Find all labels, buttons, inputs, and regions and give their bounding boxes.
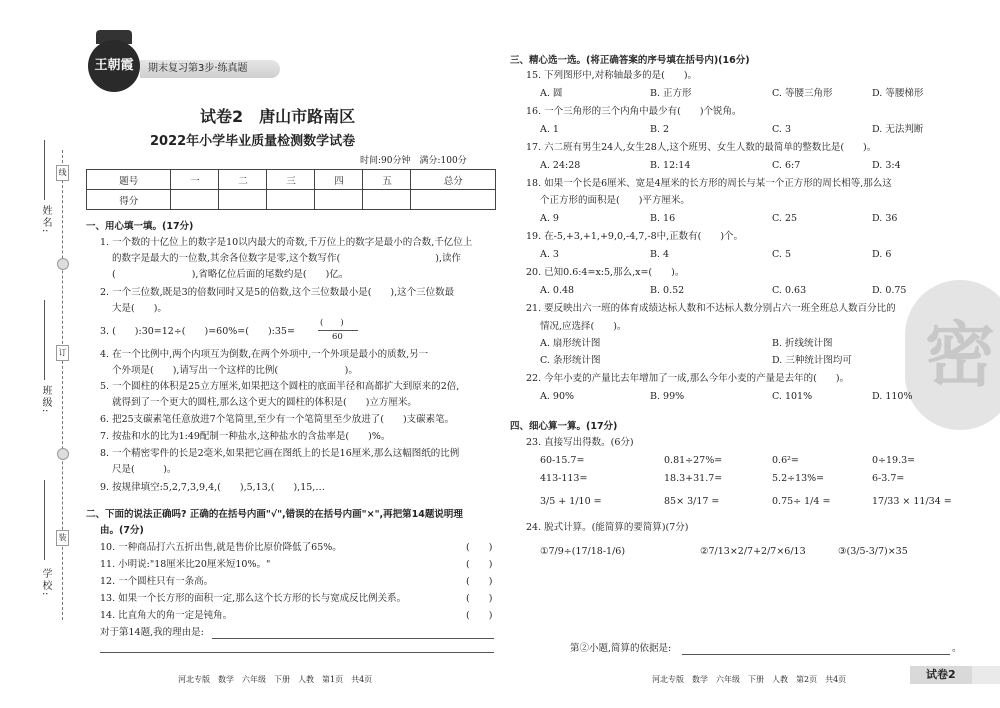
calc-item: 0.75÷ 1/4 = [772,496,831,507]
part4-heading: 四、细心算一算。(17分) [510,421,618,432]
question-line: ( ),省略亿位后面的尾数约是( )亿。 [112,269,349,280]
seal-box-top: 线 [56,165,69,181]
basis-label: 第②小题,简算的依据是: [570,643,672,654]
tag-bar [972,666,1000,684]
footer-right: 河北专版 数学 六年级 下册 人教 第2页 共4页 [652,675,847,684]
option[interactable]: D. 等腰梯形 [872,88,924,99]
option[interactable]: B. 99% [650,391,685,402]
seal-box-bottom: 装 [56,530,69,546]
option[interactable]: C. 条形统计图 [540,355,601,366]
question-line: 尺是( )。 [112,464,177,475]
option[interactable]: D. 6 [872,249,892,260]
option[interactable]: C. 0.63 [772,285,807,296]
score-table-score-row [87,190,496,210]
paper-title: 试卷2 唐山市路南区 [200,107,356,126]
option[interactable]: A. 3 [540,249,559,260]
calc-item: 3/5 + 1/10 = [540,496,602,507]
choice-question: 16. 一个三角形的三个内角中最少有( )个锐角。 [526,106,742,117]
paper-tag: 试卷2 [910,666,972,684]
choice-question: 19. 在-5,+3,+1,+9,0,-4,7,-8中,正数有( )个。 [526,231,744,242]
option[interactable]: B. 16 [650,213,676,224]
option[interactable]: C. 等腰三角形 [772,88,833,99]
option[interactable]: B. 4 [650,249,670,260]
choice-question: 17. 六二班有男生24人,女生28人,这个班男、女生人数的最简单的整数比是( )。 [526,142,877,153]
score-cell[interactable] [219,190,267,210]
option[interactable]: A. 24:28 [540,160,581,171]
calc-item: 85× 3/17 = [664,496,720,507]
secret-watermark: 密 [905,280,1000,430]
calc-item: 5.2÷13%= [772,473,825,484]
question-line: 4. 在一个比例中,两个内项互为倒数,在两个外项中,一个外项是最小的质数,另一 [100,349,429,360]
question-line: 1. 一个数的十亿位上的数字是10以内最大的奇数,千万位上的数字是最小的合数,千亿位上 [100,237,473,248]
binding-hole [57,448,69,460]
question-line: 个外项是( ),请写出一个这样的比例( )。 [112,365,358,376]
binding-hole [57,258,69,270]
calc-item: 0÷19.3= [872,455,916,466]
answer-paren[interactable]: ( ) [466,576,493,587]
q24-label: 24. 脱式计算。(能简算的要简算)(7分) [526,522,689,533]
score-cell[interactable] [267,190,315,210]
calc-item: 0.6²= [772,455,799,466]
score-cell[interactable] [171,190,219,210]
choice-question: 20. 已知0.6:4=x:5,那么,x=( )。 [526,267,685,278]
answer-paren[interactable]: ( ) [466,610,493,621]
score-cell[interactable] [411,190,496,210]
reason-label: 对于第14题,我的理由是: [100,627,204,638]
score-table [86,169,496,210]
choice-question-cont: 情况,应选择( )。 [540,321,627,332]
paper-subtitle: 2022年小学毕业质量检测数学试卷 [150,134,356,149]
question-line: 就得到了一个更大的圆柱,那么这个更大的圆柱的体积是( )立方厘米。 [112,397,417,408]
question-line: 5. 一个圆柱的体积是25立方厘米,如果把这个圆柱的底面半径和高都扩大到原来的2倍, [100,381,460,392]
school-blank[interactable] [44,480,45,560]
option[interactable]: D. 0.75 [872,285,907,296]
part3-heading: 三、精心选一选。(将正确答案的序号填在括号内)(16分) [510,55,750,66]
question-line: 3. ( ):30=12÷( )=60%=( ):35= [100,326,295,337]
calc-item: 6-3.7= [872,473,905,484]
option[interactable]: C. 6:7 [772,160,801,171]
score-header-cell: 总分 [411,170,496,190]
class-blank[interactable] [44,300,45,380]
option[interactable]: B. 折线统计图 [772,338,833,349]
calc-item: 60-15.7= [540,455,585,466]
cut-line [62,150,63,620]
reason-blank[interactable] [100,652,494,653]
question-line: 6. 把25支碳素笔任意放进7个笔筒里,至少有一个笔筒里至少放进了( )支碳素笔。 [100,414,455,425]
school-label: 学校: [40,568,51,598]
score-header-cell: 五 [363,170,411,190]
option[interactable]: D. 3:4 [872,160,901,171]
expression: ①7/9÷(17/18-1/6) [540,546,626,557]
score-header-cell: 四 [315,170,363,190]
class-label: 班级: [40,385,51,415]
review-banner: 期末复习第3步·练真题 [140,60,280,78]
brand-logo: 王朝霞 [88,40,140,92]
option[interactable]: C. 3 [772,124,792,135]
judge-item: 13. 如果一个长方形的面积一定,那么这个长方形的长与宽成反比例关系。 [100,593,407,604]
score-header-cell: 一 [171,170,219,190]
choice-question: 21. 要反映出六一班的体育成绩达标人数和不达标人数分别占六一班全班总人数百分比的 [526,303,896,314]
score-header-cell: 三 [267,170,315,190]
expression: ③(3/5-3/7)×35 [838,546,908,557]
option[interactable]: B. 12:14 [650,160,691,171]
option[interactable]: C. 101% [772,391,813,402]
option[interactable]: B. 正方形 [650,88,692,99]
basis-end: 。 [952,643,962,654]
question-line: 大是( )。 [112,303,167,314]
answer-paren[interactable]: ( ) [466,559,493,570]
score-cell[interactable] [363,190,411,210]
answer-paren[interactable]: ( ) [466,542,493,553]
calc-item: 18.3+31.7= [664,473,723,484]
option[interactable]: D. 无法判断 [872,124,924,135]
binding-margin [0,0,80,708]
option[interactable]: D. 三种统计图均可 [772,355,852,366]
part2-heading: 二、下面的说法正确吗? 正确的在括号内画"√",错误的在括号内画"×",再把第14题说明理 [86,509,463,520]
option[interactable]: B. 2 [650,124,670,135]
option[interactable]: D. 110% [872,391,913,402]
q23-label: 23. 直接写出得数。(6分) [526,437,634,448]
score-header-cell: 题号 [87,170,171,190]
score-table-header-row [87,170,496,190]
option[interactable]: C. 5 [772,249,792,260]
reason-blank[interactable] [212,638,494,639]
question-line: 9. 按规律填空:5,2,7,3,9,4,( ),5,13,( ),15,… [100,482,325,493]
option[interactable]: A. 0.48 [540,285,575,296]
judge-item: 12. 一个圆柱只有一条高。 [100,576,214,587]
option[interactable]: B. 0.52 [650,285,685,296]
choice-question: 22. 今年小麦的产量比去年增加了一成,那么今年小麦的产量是去年的( )。 [526,373,850,384]
question-line: 2. 一个三位数,既是3的倍数同时又是5的倍数,这个三位数最小是( ),这个三位数最 [100,287,455,298]
calc-item: 0.81÷27%= [664,455,723,466]
footer-left: 河北专版 数学 六年级 下册 人教 第1页 共4页 [178,675,373,684]
calc-item: 17/33 × 11/34 = [872,496,952,507]
choice-question: 15. 下列图形中,对称轴最多的是( )。 [526,70,698,81]
choice-question: 18. 如果一个长是6厘米、宽是4厘米的长方形的周长与某一个正方形的周长相等,那么这 [526,178,892,189]
basis-blank[interactable] [682,654,950,655]
part1-heading: 一、用心填一填。(17分) [86,221,194,232]
seal-box-mid: 订 [56,345,69,361]
judge-item: 10. 一种商品打六五折出售,就是售价比原价降低了65%。 [100,542,342,553]
option[interactable]: A. 1 [540,124,559,135]
option[interactable]: A. 扇形统计图 [540,338,601,349]
question-line: 的数字是最大的一位数,其余各位数字是零,这个数写作( ),读作 [112,253,461,264]
score-cell[interactable] [315,190,363,210]
option[interactable]: A. 90% [540,391,575,402]
score-row-label: 得分 [87,190,171,210]
part2-heading-cont: 由。(7分) [100,525,144,536]
fraction-numerator: ( ) [320,318,344,328]
option[interactable]: C. 25 [772,213,798,224]
name-blank[interactable] [44,140,45,200]
score-header-cell: 二 [219,170,267,190]
judge-item: 14. 比直角大的角一定是钝角。 [100,610,233,621]
option[interactable]: A. 圆 [540,88,563,99]
choice-question-cont: 个正方形的面积是( )平方厘米。 [540,195,690,206]
question-line: 7. 按盐和水的比为1:49配制一种盐水,这种盐水的含盐率是( )%。 [100,431,391,442]
question-line: 8. 一个精密零件的长是2毫米,如果把它画在图纸上的长是16厘米,那么这幅图纸的比例 [100,448,460,459]
option[interactable]: D. 36 [872,213,898,224]
answer-paren[interactable]: ( ) [466,593,493,604]
calc-item: 413-113= [540,473,588,484]
time-score-info: 时间:90分钟 满分:100分 [360,156,467,166]
name-label: 姓名: [40,205,51,235]
option[interactable]: A. 9 [540,213,559,224]
fraction-denominator: 60 [332,332,343,342]
expression: ②7/13×2/7+2/7×6/13 [700,546,806,557]
judge-item: 11. 小明说:"18厘米比20厘米短10%。" [100,559,271,570]
